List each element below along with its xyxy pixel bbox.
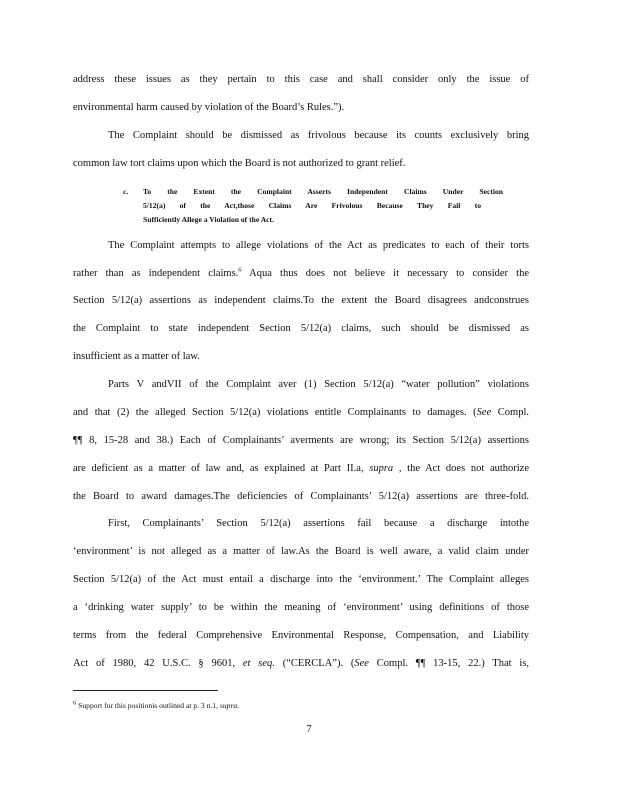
heading-line: Sufficiently Allege a Violation of the Act. (143, 215, 274, 224)
body-line: environmental harm caused by violation of the Board’s Rules.”). (73, 102, 345, 113)
body-line: Act of 1980, 42 U.S.C. § 9601, et seq. (“CERCLA”). (See Compl. ¶¶ 13-15, 22.) That is, (73, 658, 529, 669)
body-line: Section 5/12(a) of the Act must entail a discharge into the ‘environment.’ The Complaint alleges (73, 574, 529, 585)
heading-line: 5/12(a) of the Act,those Claims Are Frivolous Because They Fail to (143, 201, 481, 210)
body-line: ¶¶ 8, 15-28 and 38.) Each of Complainants’ averments are wrong; its Section 5/12(a) assertions (73, 435, 529, 446)
footnote-supra: supra (219, 701, 238, 710)
body-line: are deficient as a matter of law and, as explained at Part II.a, supra , the Act does not authorize (73, 463, 530, 474)
footnote-text: Support for this positionis outlined at p. 3 n.1, (78, 701, 219, 710)
body-line: First, Complainants’ Section 5/12(a) assertions fail because a discharge intothe (108, 518, 529, 529)
body-line: terms from the federal Comprehensive Environmental Response, Compensation, and Liability (73, 630, 529, 641)
body-line: The Complaint should be dismissed as frivolous because its counts exclusively bring (108, 130, 529, 141)
footnote-mark: 6 (73, 699, 77, 707)
body-line: Section 5/12(a) assertions as independent claims.To the extent the Board disagrees andconstrues (73, 295, 529, 306)
body-line: Parts V andVII of the Complaint aver (1) Section 5/12(a) “water pollution” violations (108, 379, 529, 390)
body-line: ‘environment’ is not alleged as a matter of law.As the Board is well aware, a valid claim under (73, 546, 529, 557)
body-line: common law tort claims upon which the Board is not authorized to grant relief. (73, 158, 406, 169)
page-number: 7 (306, 724, 312, 735)
footnote: $^6$ Support for this positionis outlined at p. 3 n.1, supra. (73, 699, 240, 710)
body-line: The Complaint attempts to allege violations of the Act as predicates to each of their torts (108, 240, 529, 251)
body-line: the Complaint to state independent Section 5/12(a) claims, such should be dismissed as (73, 323, 529, 334)
footnote-separator (73, 690, 218, 691)
body-line: rather than as independent claims.$^6$ Aqua thus does not believe it necessary to consider the (73, 266, 530, 279)
body-line: a ‘drinking water supply’ to be within the meaning of ‘environment’ using definitions of those (73, 602, 529, 613)
body-line: the Board to award damages.The deficiencies of Complainants’ 5/12(a) assertions are three-fold. (73, 491, 529, 502)
body-line: and that (2) the alleged Section 5/12(a) violations entitle Complainants to damages. (See Compl. (73, 407, 529, 418)
heading-line: To the Extent the Complaint Asserts Independent Claims Under Section (143, 187, 503, 196)
body-line: insufficient as a matter of law. (73, 351, 200, 362)
heading-label: c. (123, 187, 129, 196)
footnote-ref: 6 (238, 266, 242, 274)
body-line: address these issues as they pertain to this case and shall consider only the issue of (73, 74, 529, 85)
